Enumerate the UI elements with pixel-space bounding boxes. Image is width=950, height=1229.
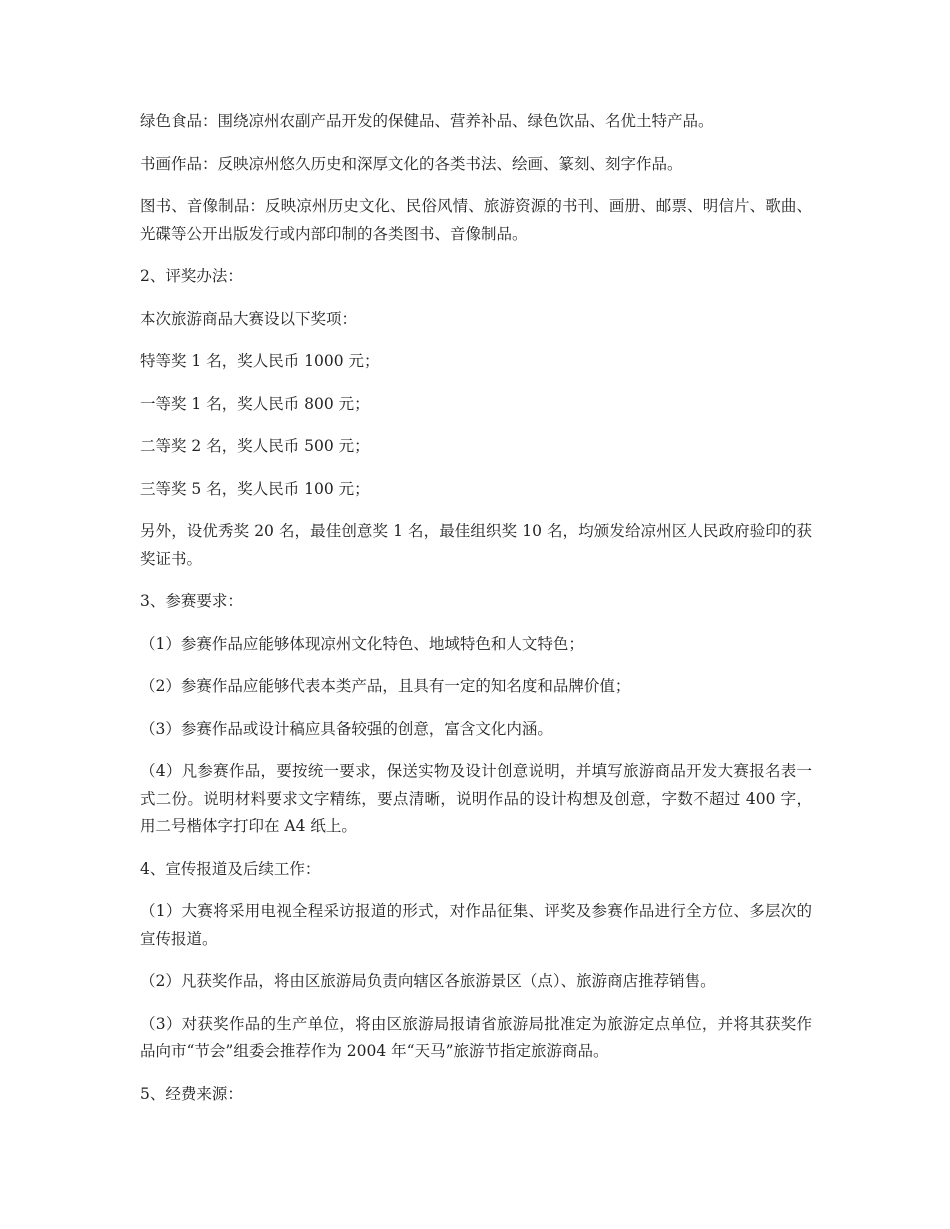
- award-second: 二等奖 2 名，奖人民币 500 元；: [140, 437, 370, 455]
- requirement-2: （2）参赛作品应能够代表本类产品，且具有一定的知名度和品牌价值；: [140, 677, 631, 695]
- paragraph-books-media: 图书、音像制品：反映凉州历史文化、民俗风情、旅游资源的书刊、画册、邮票、明信片、歌曲、光碟等公开出版发行或内部印制的各类图书、音像制品。: [140, 197, 812, 243]
- publicity-1: （1）大赛将采用电视全程采访报道的形式，对作品征集、评奖及参赛作品进行全方位、多层次的宣传报道。: [140, 902, 812, 948]
- publicity-3: （3）对获奖作品的生产单位，将由区旅游局报请省旅游局批准定为旅游定点单位，并将其获奖作品向市“节会”组委会推荐作为 2004 年“天马”旅游节指定旅游商品。: [140, 1014, 812, 1060]
- award-first: 一等奖 1 名，奖人民币 800 元；: [140, 394, 370, 413]
- paragraph-calligraphy: 书画作品：反映凉州悠久历史和深厚文化的各类书法、绘画、篆刻、刻字作品。: [140, 154, 683, 173]
- publicity-2: （2）凡获奖作品，将由区旅游局负责向辖区各旅游景区（点）、旅游商店推荐销售。: [140, 972, 716, 990]
- section-heading-publicity: 4、宣传报道及后续工作：: [140, 859, 321, 878]
- requirement-3: （3）参赛作品或设计稿应具备较强的创意，富含文化内涵。: [140, 719, 553, 738]
- award-third: 三等奖 5 名，奖人民币 100 元；: [140, 479, 370, 498]
- paragraph-green-food: 绿色食品：围绕凉州农副产品开发的保健品、营养补品、绿色饮品、名优土特产品。: [140, 112, 714, 130]
- section-heading-funding: 5、经费来源：: [140, 1084, 243, 1103]
- requirement-1: （1）参赛作品应能够体现凉州文化特色、地域特色和人文特色；: [140, 634, 584, 653]
- section-heading-requirements: 3、参赛要求：: [140, 592, 243, 610]
- requirement-4: （4）凡参赛作品，要按统一要求，保送实物及设计创意说明，并填写旅游商品开发大赛报名表一式二份。说明材料要求文字精练，要点清晰，说明作品的设计构想及创意，字数不超过 400 字，用二号楷体字打印在 A4 纸上。: [140, 762, 812, 835]
- paragraph-awards-intro: 本次旅游商品大赛设以下奖项：: [140, 309, 358, 328]
- award-special: 特等奖 1 名，奖人民币 1000 元；: [140, 352, 380, 370]
- document-body: [140, 108, 812, 1123]
- section-heading-awards: 2、评奖办法：: [140, 267, 243, 285]
- paragraph-other-awards: 另外，设优秀奖 20 名，最佳创意奖 1 名，最佳组织奖 10 名，均颁发给凉州区人民政府验印的获奖证书。: [140, 522, 812, 568]
